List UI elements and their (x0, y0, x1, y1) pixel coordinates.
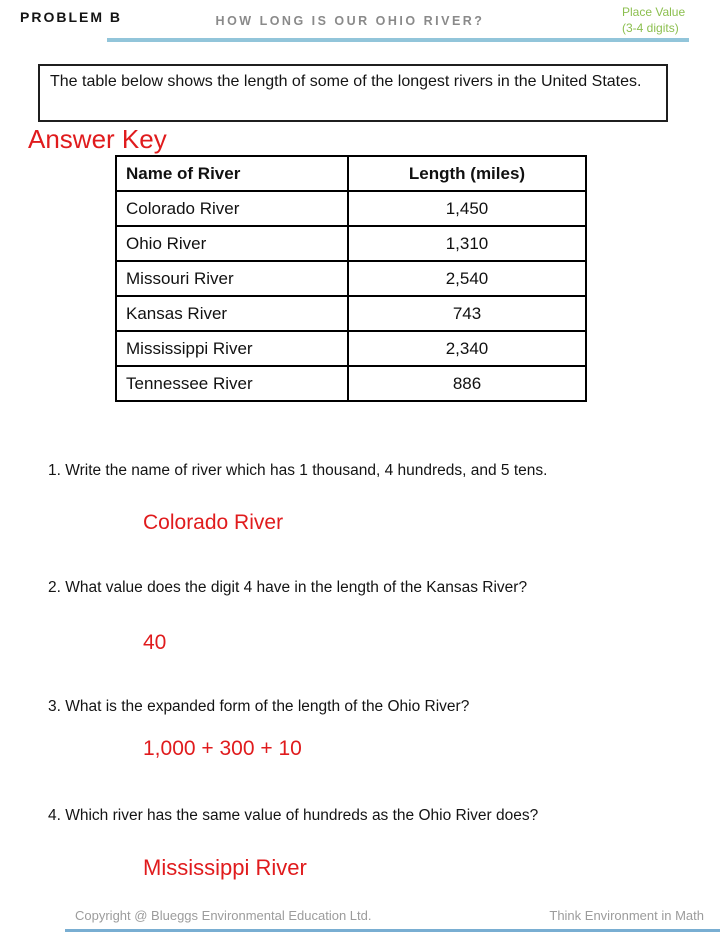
table-row (116, 261, 586, 296)
river-name-cell: Colorado River (116, 191, 348, 226)
question-1-answer: Colorado River (143, 511, 284, 534)
question-3-answer: 1,000 + 300 + 10 (143, 737, 302, 760)
table-row (116, 366, 586, 401)
river-length-cell: 1,310 (348, 226, 586, 261)
intro-text: The table below shows the length of some of the longest rivers in the United States. (50, 73, 642, 90)
question-4-answer: Mississippi River (143, 855, 307, 880)
header-divider (107, 38, 689, 42)
footer-copyright: Copyright @ Blueggs Environmental Education Ltd. (75, 908, 372, 923)
page-title: HOW LONG IS OUR OHIO RIVER? (215, 14, 485, 28)
river-name-cell: Ohio River (116, 226, 348, 261)
river-name-cell: Missouri River (116, 261, 348, 296)
column-header-length: Length (miles) (348, 156, 586, 191)
question-3-text: 3. What is the expanded form of the length of the Ohio River? (48, 698, 470, 715)
table-header-row (116, 156, 586, 191)
river-length-cell: 1,450 (348, 191, 586, 226)
intro-box (38, 64, 668, 122)
topic-tag-line1: Place Value (622, 5, 686, 19)
question-2-answer: 40 (143, 631, 167, 654)
river-length-cell: 2,340 (348, 331, 586, 366)
topic-tag (622, 4, 685, 36)
table-row (116, 226, 586, 261)
river-length-cell: 2,540 (348, 261, 586, 296)
river-name-cell: Kansas River (116, 296, 348, 331)
topic-tag-line2: (3-4 digits) (622, 21, 679, 35)
river-length-cell: 886 (348, 366, 586, 401)
footer-tagline: Think Environment in Math (549, 908, 704, 923)
question-2-text: 2. What value does the digit 4 have in the length of the Kansas River? (48, 579, 528, 596)
river-name-cell: Mississippi River (116, 331, 348, 366)
rivers-table (115, 155, 587, 402)
table-row (116, 191, 586, 226)
answer-key-label: Answer Key (28, 124, 167, 154)
river-length-cell: 743 (348, 296, 586, 331)
river-name-cell: Tennessee River (116, 366, 348, 401)
table-row (116, 331, 586, 366)
problem-label: PROBLEM B (20, 9, 122, 25)
question-1-text: 1. Write the name of river which has 1 thousand, 4 hundreds, and 5 tens. (48, 462, 548, 479)
question-4-text: 4. Which river has the same value of hundreds as the Ohio River does? (48, 807, 539, 824)
table-row (116, 296, 586, 331)
column-header-name: Name of River (116, 156, 348, 191)
